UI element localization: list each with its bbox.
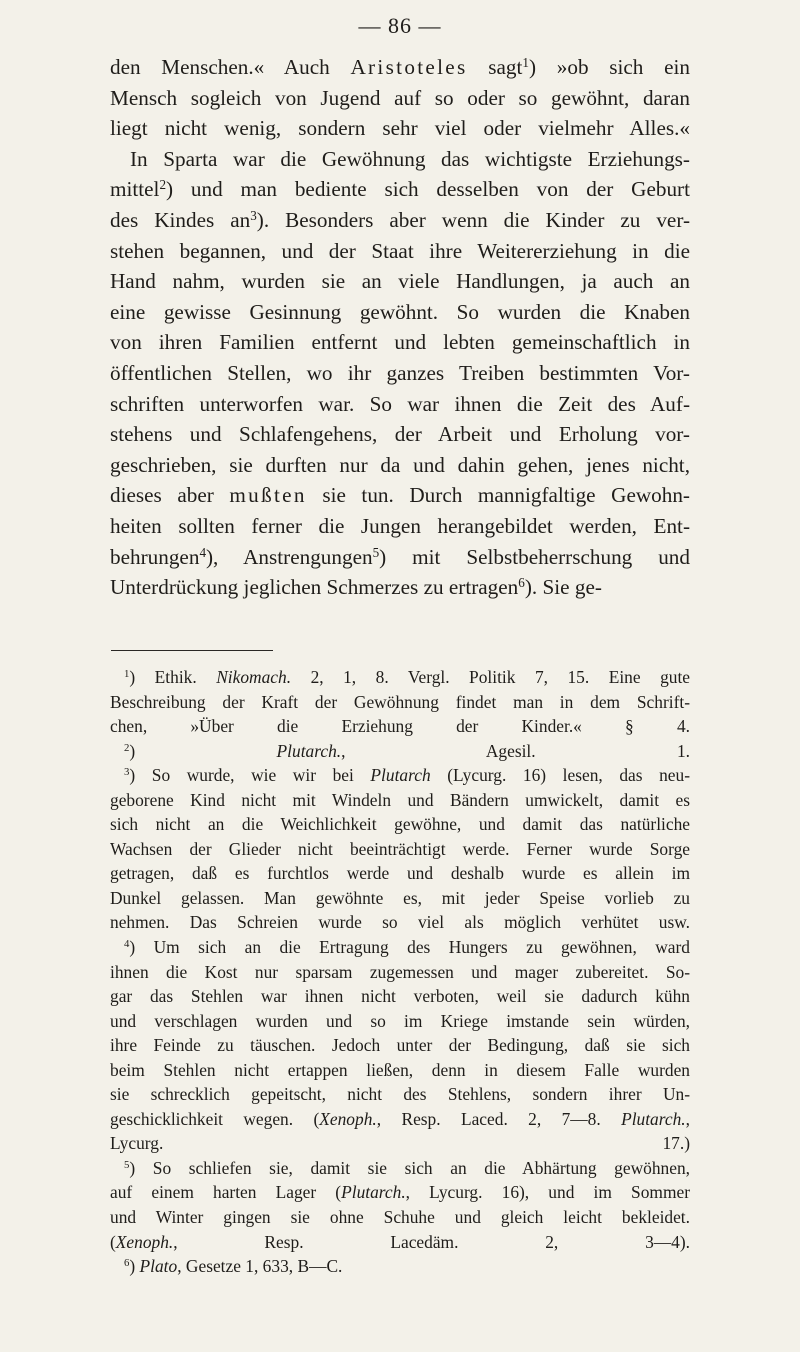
text-run: ihre Feinde zu täuschen. Jedoch unter der Bedingung, daß sie sich	[110, 1035, 690, 1056]
text-run: , Resp. Lacedäm. 2, 3—4).	[173, 1231, 690, 1252]
text-line	[110, 984, 690, 1009]
text-line	[110, 205, 690, 236]
text-line	[110, 113, 690, 144]
text-line	[110, 1009, 690, 1034]
text-run: ) »ob sich ein	[528, 55, 690, 79]
text-run: eine gewisse Gesinnung gewöhnt. So wurden die Knaben	[110, 299, 690, 324]
text-line	[110, 837, 690, 862]
main-text	[110, 52, 690, 603]
text-line	[110, 542, 690, 573]
text-line	[110, 1180, 690, 1205]
footnote-ref: 1	[124, 668, 130, 681]
text-line	[110, 297, 690, 328]
text-run: dieses aber	[110, 483, 230, 508]
text-run: sagt	[467, 55, 523, 79]
text-run: heiten sollten ferner die Jungen herangebildet werden, Ent-	[110, 513, 690, 538]
text-run: ) So schliefen sie, damit sie sich an die Abhärtung gewöhnen,	[129, 1157, 690, 1178]
text-run: )	[129, 1256, 140, 1277]
text-line	[110, 83, 690, 114]
text-line	[110, 861, 690, 886]
page-number: — 86 —	[358, 13, 442, 38]
text-run: Lycurg. 17.)	[110, 1133, 690, 1154]
text-line	[110, 1254, 690, 1279]
text-line	[110, 572, 690, 603]
text-run: behrungen	[110, 544, 200, 569]
italic-citation: Plutarch.	[341, 1182, 406, 1203]
text-run: Dunkel gelassen. Man gewöhnte es, mit jeder Speise vorlieb zu	[110, 887, 690, 908]
text-run: und Winter gingen sie ohne Schuhe und gleich leicht bekleidet.	[110, 1207, 690, 1228]
text-run: Beschreibung der Kraft der Gewöhnung findet man in dem Schrift-	[110, 691, 690, 712]
footnote-ref: 3	[124, 766, 130, 779]
text-run: ). Sie ge-	[524, 575, 602, 600]
text-run: ) So wurde, wie wir bei	[129, 765, 371, 786]
text-line	[110, 665, 690, 690]
footnote-ref: 4	[199, 544, 206, 560]
text-run: , Agesil. 1.	[341, 740, 690, 761]
text-run: auf einem harten Lager (	[110, 1182, 342, 1203]
text-run: sie schrecklich gepeitscht, nicht des Stehlens, sondern ihrer Un-	[110, 1084, 690, 1105]
text-line	[110, 174, 690, 205]
footnote-ref: 5	[124, 1159, 130, 1172]
text-run: In Sparta war die Gewöhnung das wichtigste Erziehungs-	[130, 146, 690, 171]
text-run: nehmen. Das Schreien wurde so viel als möglich verhütet usw.	[110, 912, 690, 933]
text-line	[110, 739, 690, 764]
text-run: ) Um sich an die Ertragung des Hungers zu gewöhnen, ward	[129, 937, 690, 958]
text-line	[110, 450, 690, 481]
text-line	[110, 419, 690, 450]
text-run: , Resp. Laced. 2, 7—8.	[376, 1108, 622, 1129]
text-line	[110, 1107, 690, 1132]
text-run: öffentlichen Stellen, wo ihr ganzes Treiben bestimmten Vor-	[110, 360, 690, 385]
italic-citation: Plato	[139, 1256, 178, 1277]
text-line	[110, 935, 690, 960]
text-line	[110, 690, 690, 715]
text-run: ) und man bediente sich desselben von der Geburt	[166, 177, 690, 202]
text-run: , Gesetze 1, 633, B—C.	[177, 1256, 343, 1277]
text-line	[110, 886, 690, 911]
footnote-ref: 3	[250, 207, 257, 223]
text-run: geschrieben, sie durften nur da und dahin gehen, jenes nicht,	[110, 452, 690, 477]
text-line	[110, 763, 690, 788]
text-run: (Lycurg. 16) lesen, das neu-	[430, 765, 690, 786]
text-run: stehens und Schlafengehens, der Arbeit und Erholung vor-	[110, 422, 690, 447]
text-run: den Menschen.« Auch	[110, 55, 351, 79]
text-run: Hand nahm, wurden sie an viele Handlungen, ja auch an	[110, 269, 690, 294]
text-line	[110, 1156, 690, 1181]
text-line	[110, 1131, 690, 1156]
text-line	[110, 910, 690, 935]
footnotes	[110, 665, 690, 1279]
text-line	[110, 1033, 690, 1058]
text-run: ), Anstrengungen	[206, 544, 373, 569]
text-line	[110, 358, 690, 389]
text-run: 2, 1, 8. Vergl. Politik 7, 15. Eine gute	[291, 667, 691, 687]
text-line	[110, 511, 690, 542]
footnote-ref: 1	[522, 54, 529, 70]
text-run: beim Stehlen nicht ertappen ließen, denn in diesem Falle wurden	[110, 1059, 690, 1080]
footnote-separator	[111, 650, 273, 651]
text-line	[110, 327, 690, 358]
italic-citation: Xenoph.	[115, 1231, 174, 1252]
text-run: gar das Stehlen war ihnen nicht verboten, weil sie dadurch kühn	[110, 986, 690, 1007]
text-run: Unterdrückung jeglichen Schmerzes zu ertragen	[110, 575, 519, 600]
text-line	[110, 788, 690, 813]
italic-citation: Plutarch.	[621, 1108, 686, 1129]
text-line	[110, 1230, 690, 1255]
text-run: , Lycurg. 16), und im Sommer	[405, 1182, 690, 1203]
text-run: ) Ethik.	[129, 667, 217, 687]
text-line	[110, 389, 690, 420]
text-run: ) mit Selbstbeherrschung und	[379, 544, 690, 569]
text-line	[110, 266, 690, 297]
italic-citation: Plutarch.	[276, 740, 342, 761]
italic-citation: Nikomach.	[216, 667, 292, 687]
text-line	[110, 960, 690, 985]
spaced-emphasis: Aristoteles	[350, 55, 468, 79]
text-line	[110, 1205, 690, 1230]
text-run: chen, »Über die Erziehung der Kinder.« § 4.	[110, 716, 690, 737]
text-run: und verschlagen wurden und so im Kriege imstande sein würden,	[110, 1010, 690, 1031]
text-line	[110, 52, 690, 83]
text-run: sie tun. Durch mannigfaltige Gewohn-	[306, 483, 690, 508]
text-run: ). Besonders aber wenn die Kinder zu ver-	[256, 207, 691, 232]
text-line	[110, 144, 690, 175]
text-run: geborene Kind nicht mit Windeln und Bändern umwickelt, damit es	[110, 789, 690, 810]
text-run: mittel	[110, 177, 160, 202]
text-line	[110, 812, 690, 837]
italic-citation: Plutarch	[370, 765, 431, 786]
text-run: Mensch sogleich von Jugend auf so oder so gewöhnt, daran	[110, 85, 690, 110]
text-line	[110, 1058, 690, 1083]
footnote-ref: 6	[124, 1257, 130, 1270]
italic-citation: Xenoph.	[319, 1108, 377, 1129]
text-run: des Kindes an	[110, 207, 251, 232]
footnote-ref: 5	[372, 544, 380, 560]
text-line	[110, 236, 690, 267]
footnote-ref: 2	[124, 741, 130, 754]
text-run: )	[129, 740, 277, 761]
text-line	[110, 714, 690, 739]
text-run: ihnen die Kost nur sparsam zugemessen und mager zubereitet. So-	[110, 961, 690, 982]
text-run: von ihren Familien entfernt und lebten gemeinschaftlich in	[110, 330, 690, 355]
text-run: sich nicht an die Weichlichkeit gewöhne, und damit das natürliche	[110, 814, 690, 835]
text-line	[110, 480, 690, 511]
spaced-emphasis: mußten	[229, 483, 307, 508]
text-run: stehen begannen, und der Staat ihre Weitererziehung in die	[110, 238, 690, 263]
footnote-ref: 6	[518, 574, 525, 590]
text-run: getragen, daß es furchtlos werde und deshalb wurde es allein im	[110, 863, 690, 884]
footnote-ref: 2	[159, 177, 166, 193]
text-run: Wachsen der Glieder nicht beeinträchtigt werde. Ferner wurde Sorge	[110, 838, 690, 859]
footnote-ref: 4	[124, 938, 130, 951]
text-run: geschicklichkeit wegen. (	[110, 1108, 320, 1129]
text-run: ,	[685, 1108, 690, 1129]
text-run: (	[110, 1231, 116, 1252]
text-run: schriften unterworfen war. So war ihnen die Zeit des Auf-	[110, 391, 690, 416]
text-line	[110, 1082, 690, 1107]
text-run: liegt nicht wenig, sondern sehr viel oder vielmehr Alles.«	[110, 116, 690, 141]
